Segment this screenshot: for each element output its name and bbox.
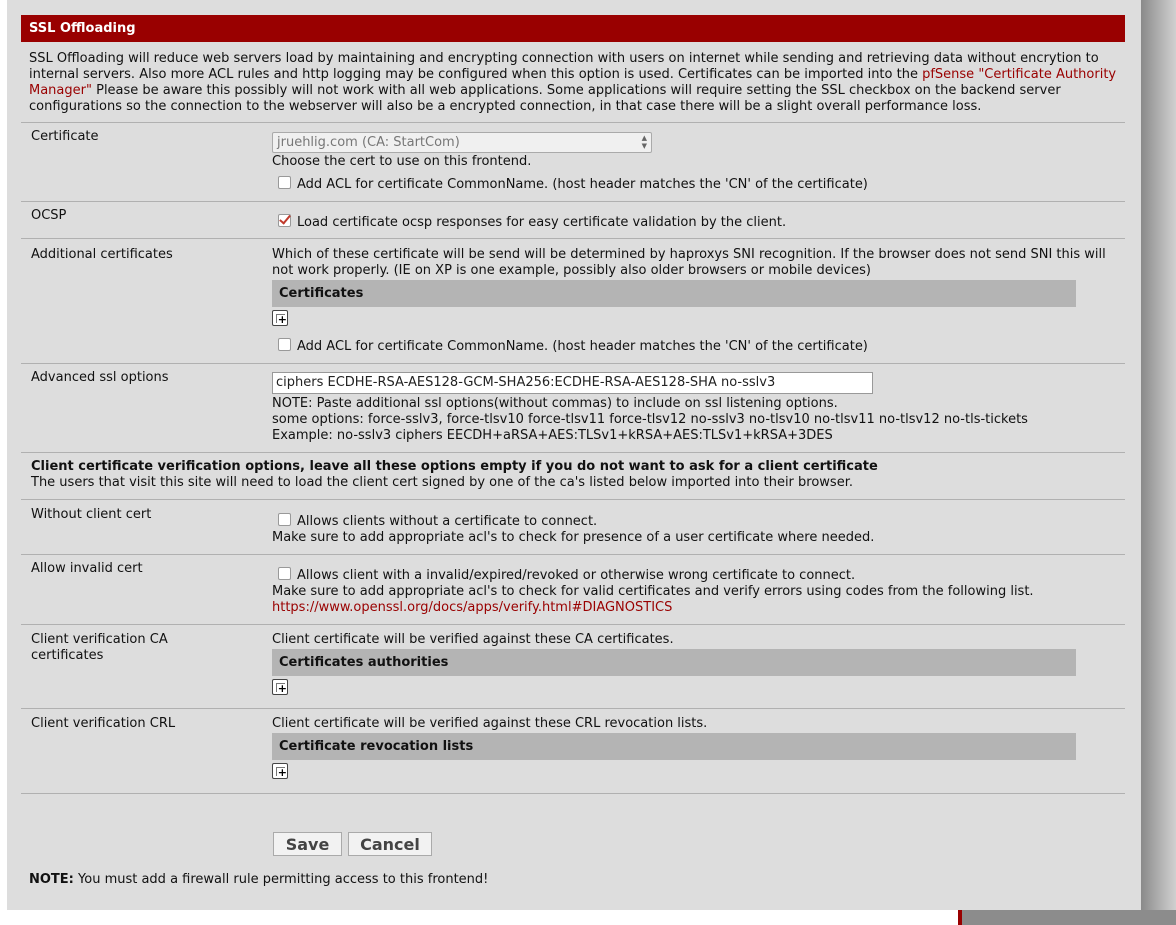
allow-invalid-cert-option: Allows client with a invalid/expired/revoked or otherwise wrong certificate to connect. [278, 567, 1123, 584]
row-divider [21, 238, 1125, 239]
client-verification-subtitle: The users that visit this site will need to load the client cert signed by one of the ca's listed below imported into their browser. [31, 475, 853, 490]
without-client-cert-label: Without client cert [31, 507, 152, 522]
certificate-manager-link[interactable]: pfSense "Certificate Authority Manager" [29, 67, 1117, 98]
additional-certificates-label: Additional certificates [31, 247, 173, 262]
ca-certificates-label: Client verification CA certificates [31, 632, 168, 663]
additional-acl-checkbox[interactable] [278, 338, 291, 351]
ocsp-option: Load certificate ocsp responses for easy certificate validation by the client. [278, 214, 1123, 231]
add-ca-icon[interactable]: + [272, 679, 288, 695]
row-divider [21, 201, 1125, 202]
advanced-ssl-note: NOTE: Paste additional ssl options(without commas) to include on ssl listening options. some options: force-sslv3, force-tlsv10 force-tlsv11 force-tlsv12 no-sslv3 no-tlsv10 no-tlsv11 no-tlsv12 no-tls-tickets Example: no-sslv3 ciphers EECDH+aRSA+AES:TLSv1+kRSA+AES:TLSv1+kRSA+3DES [272, 396, 1028, 443]
row-divider [21, 122, 1125, 123]
crl-help: Client certificate will be verified against these CRL revocation lists. [272, 716, 708, 731]
without-client-cert-option: Allows clients without a certificate to connect. [278, 513, 1123, 530]
certificates-table-header: Certificates [272, 280, 1076, 307]
save-button[interactable]: Save [273, 832, 342, 856]
select-arrows-icon: ▲ ▼ [641, 134, 647, 150]
ocsp-checkbox[interactable] [278, 214, 291, 227]
ocsp-label: OCSP [31, 208, 67, 223]
section-description: SSL Offloading will reduce web servers load by maintaining and encrypting connection with users on internet while sending and retrieving data without encrytion to internal servers. Also more ACL rules and http logging may be configured when this option is used. Certificates can be imported into the pfSense "Certificate Authority Manager" Please be aware this possibly will not work with all web applications. Some applications will require setting the SSL checkbox on the backend server configurations so the connection to the webserver will also be a encrypted connection, in that case there will be a slight overall performance loss. [29, 51, 1117, 114]
certificate-acl-checkbox[interactable] [278, 176, 291, 189]
ca-certificates-help: Client certificate will be verified against these CA certificates. [272, 632, 674, 647]
allow-invalid-cert-label: Allow invalid cert [31, 561, 143, 576]
crl-table-header: Certificate revocation lists [272, 733, 1076, 760]
without-client-cert-help: Make sure to add appropriate acl's to check for presence of a user certificate where needed. [272, 530, 875, 545]
certificate-acl-option: Add ACL for certificate CommonName. (host header matches the 'CN' of the certificate) [278, 176, 1123, 193]
row-divider [21, 793, 1125, 794]
row-divider [21, 708, 1125, 709]
background-shade-bottom [958, 910, 1176, 925]
footer-note: NOTE: You must add a firewall rule permitting access to this frontend! [29, 872, 489, 887]
background-shade [1141, 0, 1176, 925]
row-divider [21, 363, 1125, 364]
certificate-label: Certificate [31, 129, 99, 144]
without-client-cert-checkbox[interactable] [278, 513, 291, 526]
cancel-button[interactable]: Cancel [348, 832, 432, 856]
client-verification-title: Client certificate verification options, leave all these options empty if you do not want to ask for a client certificate [31, 459, 878, 474]
row-divider [21, 499, 1125, 500]
advanced-ssl-label: Advanced ssl options [31, 370, 169, 385]
advanced-ssl-input[interactable]: ciphers ECDHE-RSA-AES128-GCM-SHA256:ECDHE-RSA-AES128-SHA no-sslv3 [272, 372, 873, 394]
additional-certificates-help: Which of these certificate will be send will be determined by haproxys SNI recognition. If the browser does not send SNI this will not work properly. (IE on XP is one example, possibly also older browsers or mobile devices) [272, 247, 1106, 278]
openssl-diagnostics-link-row [272, 600, 1117, 616]
certificate-help: Choose the cert to use on this frontend. [272, 154, 532, 169]
crl-label: Client verification CRL [31, 716, 176, 731]
row-divider [21, 452, 1125, 453]
certificate-select[interactable]: jruehlig.com (CA: StartCom) ▲ ▼ [272, 132, 652, 153]
add-certificate-icon[interactable]: + [272, 310, 288, 326]
add-crl-icon[interactable]: + [272, 763, 288, 779]
allow-invalid-cert-help: Make sure to add appropriate acl's to check for valid certificates and verify errors using codes from the following list. [272, 584, 1034, 599]
additional-acl-option: Add ACL for certificate CommonName. (host header matches the 'CN' of the certificate) [278, 338, 1123, 355]
ca-table-header: Certificates authorities [272, 649, 1076, 676]
ssl-offloading-panel [7, 0, 1141, 910]
row-divider [21, 624, 1125, 625]
openssl-diagnostics-link[interactable]: https://www.openssl.org/docs/apps/verify.html#DIAGNOSTICS [272, 600, 673, 615]
section-title: SSL Offloading [21, 15, 1125, 42]
allow-invalid-cert-checkbox[interactable] [278, 567, 291, 580]
row-divider [21, 554, 1125, 555]
